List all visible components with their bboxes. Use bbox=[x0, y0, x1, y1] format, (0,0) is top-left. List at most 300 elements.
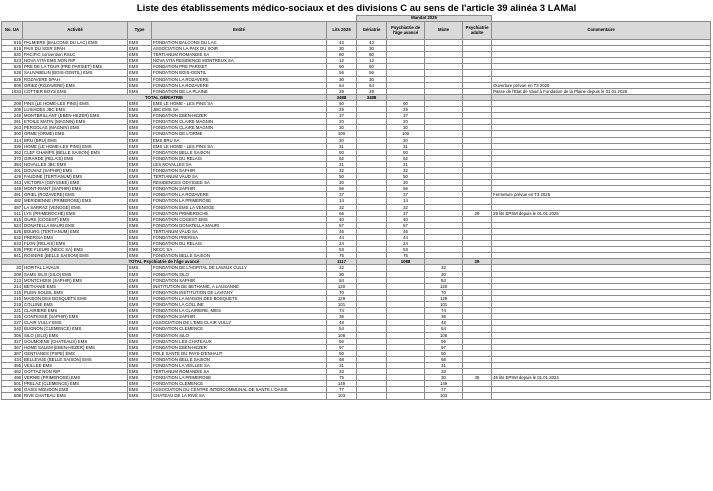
cell-type: EMS bbox=[128, 198, 152, 204]
cell-lits: 46 bbox=[327, 228, 357, 234]
cell-geriatrie: 12 bbox=[357, 58, 387, 64]
cell-entite: FONDATION DONATELLA MAURI bbox=[152, 222, 327, 228]
cell-lits: 75 bbox=[327, 375, 357, 381]
cell-type: EMS bbox=[128, 375, 152, 381]
cell-entite: FONDATION DU RELAIS bbox=[152, 241, 327, 247]
cell-type: EMS bbox=[128, 369, 152, 375]
cell-no-ua: 20 bbox=[2, 265, 23, 271]
cell-entite: FONDATION LA ROZAVERE bbox=[152, 76, 327, 82]
cell-activite: MONTCHOISI (SAPHIR) EMS bbox=[23, 277, 128, 283]
cell-psy-age: 62 bbox=[387, 155, 425, 161]
cell-entite: FONDATION DE LA PLAINE bbox=[152, 88, 327, 94]
cell-entite: POLE SANTE DU PAYS-D'ENHAUT bbox=[152, 350, 327, 356]
cell-commentaire: Ouverture prévue en T3 2025 bbox=[492, 82, 711, 88]
cell-lits: 32 bbox=[327, 265, 357, 271]
cell-mixte: 30 bbox=[425, 375, 463, 381]
cell-lits: 101 bbox=[327, 302, 357, 308]
cell-geriatrie: 80 bbox=[357, 52, 387, 58]
cell-type: EMS bbox=[128, 155, 152, 161]
cell-entite: JBC EMS SA bbox=[152, 107, 327, 113]
cell-entite: FONDATION LES CHATEAUX bbox=[152, 338, 327, 344]
cell-lits: 57 bbox=[327, 222, 357, 228]
cell-entite: CHATEAU DE LA RIVE SA bbox=[152, 393, 327, 399]
cell-lits: 50 bbox=[327, 64, 357, 70]
cell-lits: 12 bbox=[327, 58, 357, 64]
cell-psy-age: 30 bbox=[387, 125, 425, 131]
cell-type: EMS bbox=[128, 338, 152, 344]
cell-activite: RIVE CHATEAU EMS bbox=[23, 393, 128, 399]
cell-activite: MONT-RIANT (SAPHIR) EMS bbox=[23, 186, 128, 192]
cell-no-ua: 455 bbox=[2, 362, 23, 368]
cell-activite: PINS (LE HOME-LES PINS) EMS bbox=[23, 100, 128, 106]
cell-psy-age: 30 bbox=[387, 180, 425, 186]
cell-lits: 56 bbox=[327, 338, 357, 344]
cell-no-ua: 481 bbox=[2, 192, 23, 198]
cell-activite: HOME SALEM (EBEN-HEZER) EMS bbox=[23, 344, 128, 350]
cell-no-ua: 532 bbox=[2, 235, 23, 241]
cell-activite: ORIEZ (ROZAVERE) EMS bbox=[23, 82, 128, 88]
cell-entite: EMS LE HOME - LES PINS SA bbox=[152, 143, 327, 149]
cell-activite: PRERISA EMS bbox=[23, 235, 128, 241]
cell-no-ua: 523 bbox=[2, 58, 23, 64]
col-commentaire: Commentaire bbox=[492, 22, 711, 40]
cell-lits: 37 bbox=[327, 192, 357, 198]
cell-lits: 40 bbox=[327, 216, 357, 222]
cell-no-ua: 1033 bbox=[2, 88, 23, 94]
cell-activite: ORIEL (ROZAVERE) EMS bbox=[23, 192, 128, 198]
cell-lits: 30 bbox=[327, 180, 357, 186]
cell-entite: FONDATION CLEMENCE bbox=[152, 381, 327, 387]
cell-geriatrie: 43 bbox=[357, 40, 387, 46]
cell-activite: OASIS MOUDON EMS bbox=[23, 387, 128, 393]
cell-psy-age: 56 bbox=[387, 186, 425, 192]
cell-lits: 24 bbox=[327, 241, 357, 247]
cell-no-ua: 249 bbox=[2, 113, 23, 119]
cell-entite: FONDATION EBEN-HEZER bbox=[152, 344, 327, 350]
cell-entite: FONDATION SAPHIR bbox=[152, 167, 327, 173]
cell-no-ua: 370 bbox=[2, 155, 23, 161]
cell-geriatrie: 50 bbox=[357, 64, 387, 70]
cell-type: EMS bbox=[128, 167, 152, 173]
cell-type: EMS bbox=[128, 265, 152, 271]
cell-no-ua: 482 bbox=[2, 198, 23, 204]
cell-type: EMS bbox=[128, 362, 152, 368]
cell-lits: 50 bbox=[327, 350, 357, 356]
cell-no-ua: 384 bbox=[2, 161, 23, 167]
cell-activite: BELLEVUE (BELLE SAISON) EMS bbox=[23, 356, 128, 362]
cell-no-ua: 401 bbox=[2, 167, 23, 173]
cell-type: EMS bbox=[128, 46, 152, 52]
cell-type: EMS bbox=[128, 149, 152, 155]
cell-type: EMS bbox=[128, 295, 152, 301]
cell-type: EMS bbox=[128, 247, 152, 253]
col-type: Type bbox=[128, 22, 152, 40]
cell-no-ua: 501 bbox=[2, 381, 23, 387]
col-no-ua: No. UA bbox=[2, 22, 23, 40]
cell-commentaire: 45 lits EPSM depuis le 01.01.2024 bbox=[492, 375, 711, 381]
cell-activite: CLAIR VULLY EMS bbox=[23, 320, 128, 326]
cell-lits: 44 bbox=[327, 235, 357, 241]
cell-entite: FONDATION PRE PARISET bbox=[152, 64, 327, 70]
cell-lits: 20 bbox=[327, 137, 357, 143]
cell-psy-age: 14 bbox=[387, 198, 425, 204]
cell-activite: SILO (SILO) EMS bbox=[23, 332, 128, 338]
total-lits: 1117 bbox=[327, 259, 357, 265]
cell-mixte: 108 bbox=[425, 332, 463, 338]
cell-no-ua: 535 bbox=[2, 247, 23, 253]
cell-type: EMS bbox=[128, 204, 152, 210]
cell-no-ua: 533 bbox=[2, 241, 23, 247]
cell-lits: 31 bbox=[327, 362, 357, 368]
cell-lits: 32 bbox=[327, 167, 357, 173]
cell-lits: 29 bbox=[327, 107, 357, 113]
cell-psy-age: 29 bbox=[387, 107, 425, 113]
cell-no-ua: 429 bbox=[2, 174, 23, 180]
cell-lits: 66 bbox=[327, 210, 357, 216]
cell-commentaire: Passe de l'Etat de Vaud à Fondation de la Plaine depuis le 01.01.2025 bbox=[492, 88, 711, 94]
cell-psy-age: 32 bbox=[387, 167, 425, 173]
cell-lits: 20 bbox=[327, 119, 357, 125]
cell-mixte: 50 bbox=[425, 350, 463, 356]
cell-lits: 30 bbox=[327, 76, 357, 82]
cell-type: EMS bbox=[128, 52, 152, 58]
total-psy-adulte: 29 bbox=[463, 259, 492, 265]
cell-type: EMS bbox=[128, 314, 152, 320]
cell-no-ua: 209 bbox=[2, 107, 23, 113]
cell-psy-age: 21 bbox=[387, 161, 425, 167]
cell-activite: ROSIERE (BELLE SAISON) EMS bbox=[23, 253, 128, 259]
cell-activite: HOME (LE HOME-LES PINS) EMS bbox=[23, 143, 128, 149]
cell-geriatrie: 30 bbox=[357, 46, 387, 52]
cell-type: EMS bbox=[128, 222, 152, 228]
cell-type: EMS bbox=[128, 241, 152, 247]
cell-type: EMS bbox=[128, 119, 152, 125]
cell-activite: ROZAVERE SPAH bbox=[23, 76, 128, 82]
cell-activite: PAIX DU SOIR SPAH bbox=[23, 46, 128, 52]
cell-entite: FONDATION LA VEILLEE SA bbox=[152, 362, 327, 368]
cell-lits: 60 bbox=[327, 100, 357, 106]
cell-type: EMS bbox=[128, 277, 152, 283]
cell-entite: FONDATION BALCONS DU LAC bbox=[152, 40, 327, 46]
cell-activite: PERGOLAS (MAGNIN) EMS bbox=[23, 125, 128, 131]
cell-no-ua: 434 bbox=[2, 356, 23, 362]
cell-commentaire: Fermeture prévue en T3 2025 bbox=[492, 192, 711, 198]
cell-no-ua: 306 bbox=[2, 332, 23, 338]
cell-type: EMS bbox=[128, 88, 152, 94]
cell-entite: INSTITUTION DE BETHANIE, A LAUSANNE bbox=[152, 283, 327, 289]
cell-psy-age: 37 bbox=[387, 210, 425, 216]
cell-no-ua: 809 bbox=[2, 82, 23, 88]
cell-entite: TERTIANUM ROMANDIE SA bbox=[152, 52, 327, 58]
cell-lits: 33 bbox=[327, 369, 357, 375]
cell-activite: GENTIANES (PSPE) EMS bbox=[23, 350, 128, 356]
cell-lits: 30 bbox=[327, 271, 357, 277]
cell-type: EMS bbox=[128, 113, 152, 119]
cell-lits: 62 bbox=[327, 155, 357, 161]
cell-type: EMS bbox=[128, 143, 152, 149]
cell-entite: TERTIANUM ROMANDIE SA bbox=[152, 369, 327, 375]
cell-mixte: 129 bbox=[425, 295, 463, 301]
col-mixte: Mixte bbox=[425, 22, 463, 40]
cell-lits: 80 bbox=[327, 52, 357, 58]
cell-lits: 68 bbox=[327, 356, 357, 362]
cell-entite: FONDATION LA ROZAVERE bbox=[152, 82, 327, 88]
cell-lits: 30 bbox=[327, 125, 357, 131]
cell-type: EMS bbox=[128, 64, 152, 70]
cell-activite: PRE FLEURI (NECC SA) EMS bbox=[23, 247, 128, 253]
cell-entite: FONDATION SAPHIR bbox=[152, 277, 327, 283]
cell-type: EMS bbox=[128, 70, 152, 76]
cell-no-ua: 327 bbox=[2, 338, 23, 344]
cell-psy-age: 100 bbox=[387, 131, 425, 137]
cell-entite: FONDATION PRERISA bbox=[152, 235, 327, 241]
cell-no-ua: 524 bbox=[2, 222, 23, 228]
cell-lits: 129 bbox=[327, 295, 357, 301]
col-entite: Entité bbox=[152, 22, 327, 40]
cell-entite: FONDATION CLEMENCE bbox=[152, 326, 327, 332]
cell-mixte: 101 bbox=[425, 302, 463, 308]
document-title: Liste des établissements médico-sociaux et des divisions C au sens de l'article 39 alinéa 3 LAMal bbox=[136, 3, 577, 14]
cell-no-ua: 516 bbox=[2, 40, 23, 46]
total-lits: 3488 bbox=[327, 94, 357, 100]
cell-lits: 14 bbox=[327, 198, 357, 204]
cell-psy-age: 53 bbox=[387, 247, 425, 253]
cell-psy-age: 32 bbox=[387, 204, 425, 210]
cell-mixte: 68 bbox=[425, 356, 463, 362]
cell-geriatrie bbox=[357, 393, 387, 399]
cell-psy-age: 31 bbox=[387, 143, 425, 149]
cell-activite: BETHANIE EMS bbox=[23, 283, 128, 289]
cell-activite: VEILLEE EMS bbox=[23, 362, 128, 368]
cell-activite: OURS (COGEST) EMS bbox=[23, 216, 128, 222]
cell-type: EMS bbox=[128, 40, 152, 46]
cell-entite: FONDATION CLAIRE MAGNIN bbox=[152, 119, 327, 125]
cell-type: EMS bbox=[128, 210, 152, 216]
cell-mixte: 36 bbox=[425, 314, 463, 320]
col-activite: Activité bbox=[23, 22, 128, 40]
cell-type: EMS bbox=[128, 381, 152, 387]
cell-type: EMS bbox=[128, 387, 152, 393]
establishments-table bbox=[1, 15, 711, 400]
cell-lits: 64 bbox=[327, 82, 357, 88]
col-geriatrie: Gériatrie bbox=[357, 22, 387, 40]
cell-no-ua: 528 bbox=[2, 70, 23, 76]
cell-no-ua: 519 bbox=[2, 46, 23, 52]
cell-activite: GIRARDE (RELAIS) EMS bbox=[23, 155, 128, 161]
cell-activite: GOTTAZ NON RIP bbox=[23, 369, 128, 375]
cell-entite: FONDATION INSTITUTION DE LAVIGNY bbox=[152, 289, 327, 295]
cell-mixte: 84 bbox=[425, 277, 463, 283]
cell-lits: 103 bbox=[327, 393, 357, 399]
cell-no-ua: 227 bbox=[2, 320, 23, 326]
cell-type: EMS bbox=[128, 332, 152, 338]
cell-activite: BOURG (TERTIANUM) EMS bbox=[23, 228, 128, 234]
cell-mixte: 103 bbox=[425, 393, 463, 399]
cell-psy-adulte: 45 bbox=[463, 375, 492, 381]
cell-psy-age bbox=[387, 393, 425, 399]
table-body bbox=[2, 40, 711, 400]
cell-psy-age: 60 bbox=[387, 100, 425, 106]
cell-type: EMS bbox=[128, 308, 152, 314]
cell-entite: FONDATION PRIMEROCHE bbox=[152, 210, 327, 216]
cell-lits: 48 bbox=[327, 320, 357, 326]
cell-psy-age: 20 bbox=[387, 137, 425, 143]
cell-lits: 84 bbox=[327, 277, 357, 283]
cell-psy-age: 44 bbox=[387, 235, 425, 241]
cell-mixte: 74 bbox=[425, 308, 463, 314]
cell-entite: FONDATION EMS LA VENOGE bbox=[152, 204, 327, 210]
cell-entite: FONDATION BELLE SAISON bbox=[152, 356, 327, 362]
cell-no-ua: 487 bbox=[2, 204, 23, 210]
cell-type: EMS bbox=[128, 326, 152, 332]
cell-entite: FONDATION LA CLAIRIERE, MIES bbox=[152, 308, 327, 314]
cell-activite: MERIDIENNE (PRIMEROSE) EMS bbox=[23, 198, 128, 204]
cell-entite: FONDATION CLAIRE MAGNIN bbox=[152, 125, 327, 131]
cell-entite: TERTIANUM VAUD SA bbox=[152, 228, 327, 234]
cell-entite: FONDATION BELLE SAISON bbox=[152, 253, 327, 259]
cell-activite: ETOILE MATIN (MAGNIN) EMS bbox=[23, 119, 128, 125]
cell-lits: 21 bbox=[327, 161, 357, 167]
table-row bbox=[2, 393, 711, 399]
cell-lits: 97 bbox=[327, 344, 357, 350]
cell-no-ua: 362 bbox=[2, 149, 23, 155]
cell-entite: RESIDENCES ODYSSEE SA bbox=[152, 180, 327, 186]
cell-type: EMS bbox=[128, 228, 152, 234]
cell-lits: 108 bbox=[327, 332, 357, 338]
cell-lits: 77 bbox=[327, 387, 357, 393]
cell-lits: 43 bbox=[327, 40, 357, 46]
cell-entite: FONDATION LA PRIMEROSE bbox=[152, 375, 327, 381]
cell-type: EMS bbox=[128, 100, 152, 106]
cell-no-ua: 449 bbox=[2, 186, 23, 192]
cell-type: EMS bbox=[128, 235, 152, 241]
cell-type: EMS bbox=[128, 344, 152, 350]
cell-type: EMS bbox=[128, 192, 152, 198]
cell-geriatrie: 30 bbox=[357, 76, 387, 82]
cell-entite: FONDATION COGEST EMS bbox=[152, 216, 327, 222]
cell-no-ua: 215 bbox=[2, 295, 23, 301]
cell-mixte: 120 bbox=[425, 283, 463, 289]
cell-mixte: 97 bbox=[425, 344, 463, 350]
cell-commentaire: 29 lits EPSM depuis le 01.01.2025 bbox=[492, 210, 711, 216]
cell-mixte: 30 bbox=[425, 271, 463, 277]
cell-no-ua: 506 bbox=[2, 387, 23, 393]
cell-no-ua: 367 bbox=[2, 344, 23, 350]
cell-type: EMS bbox=[128, 82, 152, 88]
cell-no-ua: 387 bbox=[2, 350, 23, 356]
cell-activite: CLAIRIERE EMS bbox=[23, 308, 128, 314]
cell-lits: 100 bbox=[327, 131, 357, 137]
cell-lits: 37 bbox=[327, 113, 357, 119]
cell-entite: FONDATION SAPHIR bbox=[152, 186, 327, 192]
cell-no-ua: 263 bbox=[2, 125, 23, 131]
cell-no-ua: 209 bbox=[2, 271, 23, 277]
cell-entite: ASSOCIATION DE L'EMS CLAIR VULLY bbox=[152, 320, 327, 326]
cell-activite: PACIFIC convention RSLC bbox=[23, 52, 128, 58]
cell-lits: 70 bbox=[327, 289, 357, 295]
cell-lits: 56 bbox=[327, 70, 357, 76]
cell-psy-adulte: 29 bbox=[463, 210, 492, 216]
cell-psy-age: 37 bbox=[387, 192, 425, 198]
cell-activite: COTTIER BOYS EMS bbox=[23, 88, 128, 94]
cell-lits: 74 bbox=[327, 308, 357, 314]
cell-type: EMS bbox=[128, 356, 152, 362]
cell-type: EMS bbox=[128, 216, 152, 222]
cell-mixte: 70 bbox=[425, 289, 463, 295]
cell-activite: BUGNON (CLEMENCE) EMS bbox=[23, 326, 128, 332]
cell-activite: FAUDINE (TERTIANUM) EMS bbox=[23, 174, 128, 180]
cell-psy-age: 76 bbox=[387, 253, 425, 259]
cell-entite: NOVA VITA RESIDENCE MONTREUX SA bbox=[152, 58, 327, 64]
cell-entite: FONDATION SAPHIR bbox=[152, 314, 327, 320]
total-psy-age: 1088 bbox=[387, 259, 425, 265]
cell-no-ua: 300 bbox=[2, 131, 23, 137]
header-columns-row bbox=[2, 22, 711, 40]
cell-type: EMS bbox=[128, 350, 152, 356]
cell-entite: FONDATION DE L'HOPITAL DE LAVAUX CULLY bbox=[152, 265, 327, 271]
cell-lits: 56 bbox=[327, 186, 357, 192]
cell-type: EMS bbox=[128, 161, 152, 167]
cell-activite: HOPITAL LAVAUX bbox=[23, 265, 128, 271]
col-psy-adulte: Psychiatrie adulte bbox=[463, 22, 492, 40]
cell-no-ua: 208 bbox=[2, 100, 23, 106]
cell-lits: 50 bbox=[327, 149, 357, 155]
cell-entite: FONDATION LA PRIMEROSE bbox=[152, 198, 327, 204]
cell-no-ua: 240 bbox=[2, 326, 23, 332]
cell-activite: SAMS SILO (SILO) EMS bbox=[23, 271, 128, 277]
cell-no-ua: 526 bbox=[2, 228, 23, 234]
cell-entite: EMS LE HOME - LES PINS SA bbox=[152, 100, 327, 106]
cell-mixte: 56 bbox=[425, 338, 463, 344]
cell-no-ua: 529 bbox=[2, 76, 23, 82]
cell-activite: LA SARRAZ (VENOGE) EMS bbox=[23, 204, 128, 210]
cell-type: EMS bbox=[128, 186, 152, 192]
cell-type: EMS bbox=[128, 320, 152, 326]
cell-lits: 31 bbox=[327, 143, 357, 149]
cell-entite: FONDATION DU RELAIS bbox=[152, 155, 327, 161]
cell-no-ua: 225 bbox=[2, 314, 23, 320]
cell-type: EMS bbox=[128, 131, 152, 137]
cell-lits: 120 bbox=[327, 283, 357, 289]
cell-type: EMS bbox=[128, 137, 152, 143]
cell-activite: CLEF CHAMPS (BELLE SAISON) EMS bbox=[23, 149, 128, 155]
total-label: TOTAL Psychiatrie de l'âge avancé bbox=[2, 259, 327, 265]
cell-type: EMS bbox=[128, 58, 152, 64]
cell-no-ua: 314 bbox=[2, 137, 23, 143]
cell-no-ua: 515 bbox=[2, 216, 23, 222]
cell-geriatrie: 29 bbox=[357, 88, 387, 94]
cell-psy-age: 24 bbox=[387, 241, 425, 247]
cell-no-ua: 219 bbox=[2, 302, 23, 308]
cell-psy-age: 57 bbox=[387, 222, 425, 228]
cell-activite: PRE DE LA TOUR (PRE PARISET) EMS bbox=[23, 64, 128, 70]
cell-no-ua: 443 bbox=[2, 180, 23, 186]
cell-activite: SAUVABELIN (BOIS-GENTIL) EMS bbox=[23, 70, 128, 76]
cell-type: EMS bbox=[128, 107, 152, 113]
cell-entite: TERTIANUM VAUD SA bbox=[152, 174, 327, 180]
cell-type: EMS bbox=[128, 174, 152, 180]
cell-entite: FONDATION SILO bbox=[152, 271, 327, 277]
cell-activite: DONATELLA MAURI EMS bbox=[23, 222, 128, 228]
cell-type: EMS bbox=[128, 125, 152, 131]
cell-entite: FONDATION BOIS-GENTIL bbox=[152, 70, 327, 76]
cell-activite: LYS (PRIMEROCHE) EMS bbox=[23, 210, 128, 216]
cell-type: EMS bbox=[128, 253, 152, 259]
cell-entite: NECC SA bbox=[152, 247, 327, 253]
cell-activite: GOUMOENS (CHATEAUX) EMS bbox=[23, 338, 128, 344]
cell-no-ua: 508 bbox=[2, 393, 23, 399]
cell-activite: DOUVAZ (SAPHIR) EMS bbox=[23, 167, 128, 173]
